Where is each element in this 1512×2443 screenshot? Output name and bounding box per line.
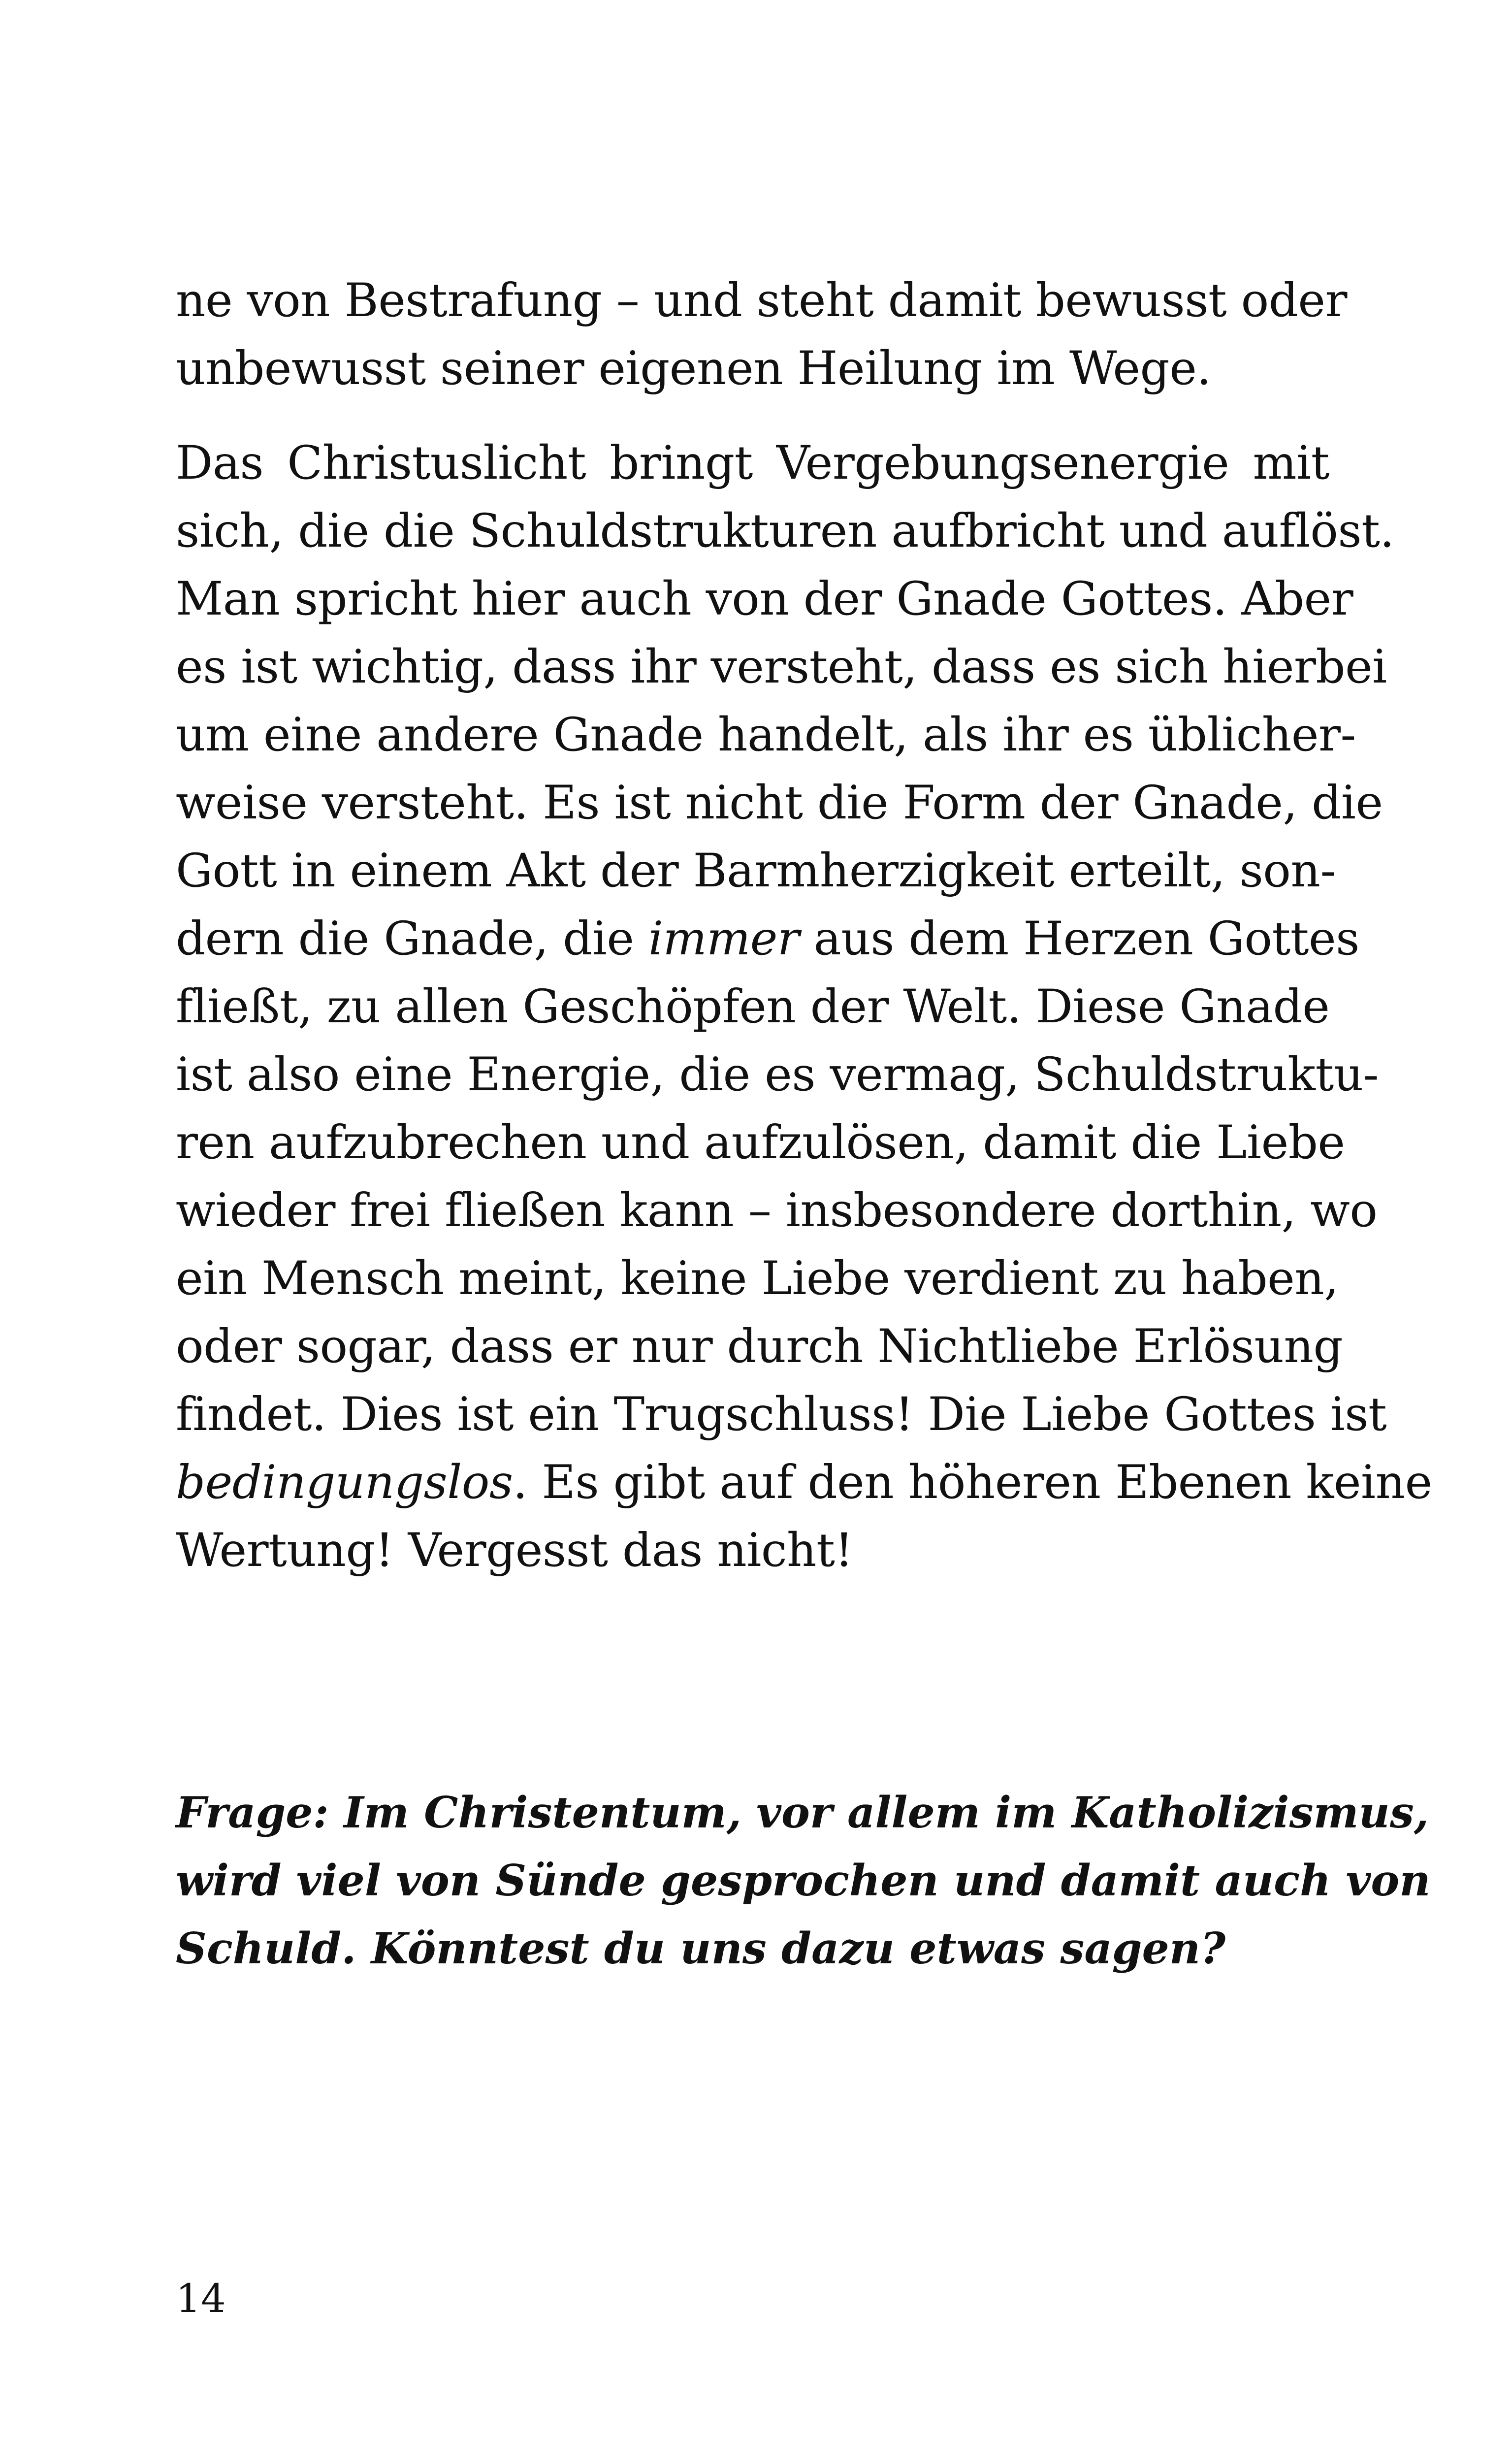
text-line: Wertung! Vergesst das nicht! [176, 1524, 853, 1577]
paragraph-continuation [176, 267, 1347, 403]
text-line [176, 1449, 1432, 1517]
paragraph-christuslicht [176, 429, 1432, 1585]
text-fragment: dern die Gnade, die [176, 912, 648, 966]
text-line: findet. Dies ist ein Trugschluss! Die Liebe Gottes ist [176, 1388, 1387, 1441]
text-line: um eine andere Gnade handelt, als ihr es üblicher- [176, 708, 1356, 762]
question-line: Frage: Im Christentum, vor allem im Katholizismus, [176, 1787, 1429, 1838]
text-line: oder sogar, dass er nur durch Nichtliebe Erlösung [176, 1320, 1343, 1373]
text-line: ist also eine Energie, die es vermag, Schuldstruktu- [176, 1048, 1379, 1102]
question-line: wird viel von Sünde gesprochen und damit auch von [176, 1855, 1431, 1906]
text-line: fließt, zu allen Geschöpfen der Welt. Diese Gnade [176, 980, 1330, 1034]
text-fragment: . Es gibt auf den höheren Ebenen keine [513, 1456, 1432, 1509]
text-line: es ist wichtig, dass ihr versteht, dass es sich hierbei [176, 640, 1387, 694]
text-line: Gott in einem Akt der Barmherzigkeit erteilt, son- [176, 844, 1336, 898]
text-line: unbewusst seiner eigenen Heilung im Wege. [176, 342, 1211, 395]
page-number: 14 [176, 2276, 226, 2321]
text-line: ne von Bestrafung – und steht damit bewusst oder [176, 274, 1347, 327]
text-line: ren aufzubrechen und aufzulösen, damit die Liebe [176, 1116, 1345, 1170]
text-line: wieder frei fließen kann – insbesondere dorthin, wo [176, 1184, 1378, 1238]
text-line: sich, die die Schuldstrukturen aufbricht und auflöst. [176, 504, 1394, 558]
text-line [176, 905, 1359, 973]
emphasis-bedingungslos: bedingungslos [176, 1456, 513, 1509]
text-line: Man spricht hier auch von der Gnade Gottes. Aber [176, 572, 1353, 626]
emphasis-immer: immer [648, 912, 800, 966]
text-line: ein Mensch meint, keine Liebe verdient zu haben, [176, 1252, 1339, 1305]
text-line: Das Christuslicht bringt Vergebungsenergie mit [176, 436, 1329, 490]
text-line: weise versteht. Es ist nicht die Form der Gnade, die [176, 776, 1383, 830]
question-block [176, 1779, 1431, 1983]
question-line: Schuld. Könntest du uns dazu etwas sagen? [176, 1923, 1226, 1974]
text-fragment: aus dem Herzen Gottes [799, 912, 1359, 966]
